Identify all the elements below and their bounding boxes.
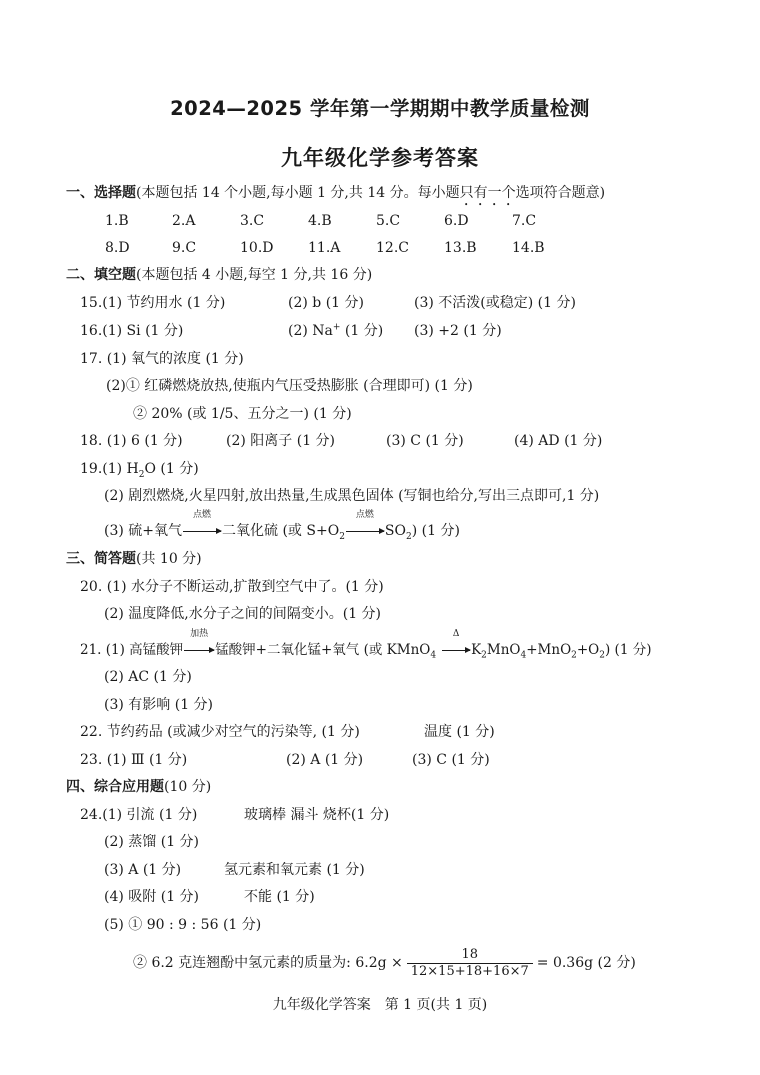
- q21-a-sub4: 2: [571, 650, 577, 661]
- page-subtitle: 九年级化学参考答案: [281, 146, 479, 170]
- q19-a-sub: 2: [138, 469, 145, 480]
- q19-c-sub1: 2: [339, 531, 345, 542]
- section-1-heading: [66, 184, 605, 209]
- reaction-condition: Δ: [452, 629, 460, 639]
- q19-part2: (2) 剧烈燃烧,火星四射,放出热量,生成黑色固体 (写铜也给分,写出三点即可,1 分): [104, 488, 600, 504]
- section-1-title: 一、选择题: [66, 185, 136, 201]
- q21-part1: [80, 629, 652, 661]
- section-1-emphasis: 只有一个: [459, 185, 516, 201]
- q24-part4b: 不能 (1 分): [244, 889, 315, 905]
- q20-part1: 20. (1) 水分子不断运动,扩散到空气中了。(1 分): [80, 579, 384, 595]
- reaction-arrow: [184, 629, 214, 659]
- reaction-condition: 点燃: [355, 510, 374, 520]
- section-4-title: 四、综合应用题: [66, 779, 164, 795]
- q16-part1: 16.(1) Si (1 分): [80, 323, 184, 339]
- q19-part3: [104, 510, 460, 542]
- reaction-condition: 加热: [190, 629, 209, 639]
- q21-a-sub3: 4: [520, 650, 527, 661]
- q24-f-pre: ② 6.2 克连翘酚中氢元素的质量为: 6.2g ×: [133, 955, 403, 971]
- q23-part2: (2) A (1 分): [286, 752, 364, 768]
- q21-a-sub1: 4: [430, 650, 437, 661]
- q17-part1: 17. (1) 氧气的浓度 (1 分): [80, 351, 244, 367]
- q18-part4: (4) AD (1 分): [514, 433, 603, 449]
- section-2-title: 二、填空题: [66, 267, 136, 283]
- mc-answer: 1.B: [105, 213, 129, 229]
- mc-answer: 8.D: [105, 240, 130, 256]
- section-3-title: 三、简答题: [66, 551, 136, 567]
- q24-part3a: (3) A (1 分): [104, 862, 182, 878]
- mc-answer: 6.D: [444, 213, 469, 229]
- fraction-numerator: 18: [461, 946, 479, 962]
- q18-part3: (3) C (1 分): [386, 433, 464, 449]
- page-footer: 九年级化学答案 第 1 页(共 1 页): [272, 997, 488, 1013]
- section-1-desc-b: 选项符合题意): [515, 185, 606, 201]
- q23-part3: (3) C (1 分): [412, 752, 490, 768]
- q21-a-post: ) (1 分): [605, 642, 652, 658]
- mc-answer: 2.A: [172, 213, 196, 229]
- reaction-arrow: [442, 629, 470, 659]
- q16-part3: (3) +2 (1 分): [414, 323, 502, 339]
- section-4-heading: [66, 778, 211, 796]
- q15-part3: (3) 不活泼(或稳定) (1 分): [414, 295, 576, 311]
- reaction-arrow: [346, 510, 384, 540]
- mc-answer: 13.B: [444, 240, 477, 256]
- q16-b-post: (1 分): [344, 323, 384, 339]
- q19-c-post: ) (1 分): [411, 523, 460, 539]
- mc-answer: 3.C: [240, 213, 265, 229]
- section-4-desc: (10 分): [164, 779, 212, 795]
- q17-part2: (2)① 红磷燃烧放热,使瓶内气压受热膨胀 (合理即可) (1 分): [106, 378, 473, 394]
- q19-c-prod: SO: [384, 523, 406, 539]
- q24-part1b: 玻璃棒 漏斗 烧杯(1 分): [244, 807, 390, 823]
- q21-part3: (3) 有影响 (1 分): [104, 697, 214, 713]
- mc-answer: 9.C: [172, 240, 197, 256]
- q21-a-sub5: 2: [599, 650, 605, 661]
- q21-a-mid: 锰酸钾+二氧化锰+氧气 (或 KMnO: [215, 642, 431, 658]
- section-3-heading: [66, 550, 202, 568]
- section-3-desc: (共 10 分): [136, 551, 202, 567]
- section-1-desc-a: (本题包括 14 个小题,每小题 1 分,共 14 分。每小题: [136, 185, 460, 201]
- q19-a-post: O (1 分): [144, 461, 199, 477]
- q19-part1: [80, 460, 199, 478]
- fraction-denominator: 12×15+18+16×7: [410, 963, 529, 979]
- q24-part5: (5) ① 90 : 9 : 56 (1 分): [104, 917, 262, 933]
- q19-c-pre: (3) 硫+氧气: [104, 523, 183, 539]
- q21-a-sub2: 2: [481, 650, 487, 661]
- q15-part2: (2) b (1 分): [288, 295, 364, 311]
- section-2-heading: [66, 266, 372, 284]
- mc-answer: 5.C: [376, 213, 401, 229]
- q21-a-pre: 21. (1) 高锰酸钾: [80, 642, 184, 658]
- q21-a-mno: MnO: [486, 642, 521, 658]
- q18-part2: (2) 阳离子 (1 分): [226, 433, 336, 449]
- q22-part2: 温度 (1 分): [424, 724, 495, 740]
- mc-answer: 11.A: [308, 240, 341, 256]
- q17-part3: ② 20% (或 1/5、五分之一) (1 分): [133, 406, 352, 422]
- q16-part2: [288, 322, 383, 340]
- q23-part1: 23. (1) Ⅲ (1 分): [80, 752, 188, 768]
- q18-part1: 18. (1) 6 (1 分): [80, 433, 183, 449]
- q16-b-sup: +: [332, 322, 341, 333]
- q24-part6: [133, 944, 636, 982]
- q24-part4a: (4) 吸附 (1 分): [104, 889, 200, 905]
- mc-answer: 10.D: [240, 240, 274, 256]
- q19-c-mid: 二氧化硫 (或 S+O: [222, 523, 340, 539]
- mc-answer: 7.C: [512, 213, 537, 229]
- reaction-arrow: [183, 510, 221, 540]
- q24-part2: (2) 蒸馏 (1 分): [104, 834, 200, 850]
- q19-a-pre: 19.(1) H: [80, 461, 139, 477]
- q21-part2: (2) AC (1 分): [104, 669, 192, 685]
- reaction-condition: 点燃: [193, 510, 212, 520]
- q21-a-k: K: [471, 642, 482, 658]
- mc-answer: 4.B: [308, 213, 332, 229]
- q16-b-pre: (2) Na: [288, 323, 333, 339]
- q21-a-o: +O: [576, 642, 600, 658]
- mc-answer: 12.C: [376, 240, 409, 256]
- page-title: 2024—2025 学年第一学期期中教学质量检测: [170, 97, 590, 120]
- q20-part2: (2) 温度降低,水分子之间的间隔变小。(1 分): [104, 606, 382, 622]
- q21-a-plus: +MnO: [526, 642, 572, 658]
- q15-part1: 15.(1) 节约用水 (1 分): [80, 295, 226, 311]
- mass-fraction: [407, 947, 533, 980]
- q24-part3b: 氢元素和氧元素 (1 分): [224, 862, 365, 878]
- q22-part1: 22. 节约药品 (或减少对空气的污染等, (1 分): [80, 724, 360, 740]
- section-2-desc: (本题包括 4 小题,每空 1 分,共 16 分): [136, 267, 373, 283]
- q24-part1a: 24.(1) 引流 (1 分): [80, 807, 198, 823]
- q19-c-sub2: 2: [406, 531, 412, 542]
- q24-f-post: = 0.36g (2 分): [536, 955, 636, 971]
- mc-answer: 14.B: [512, 240, 545, 256]
